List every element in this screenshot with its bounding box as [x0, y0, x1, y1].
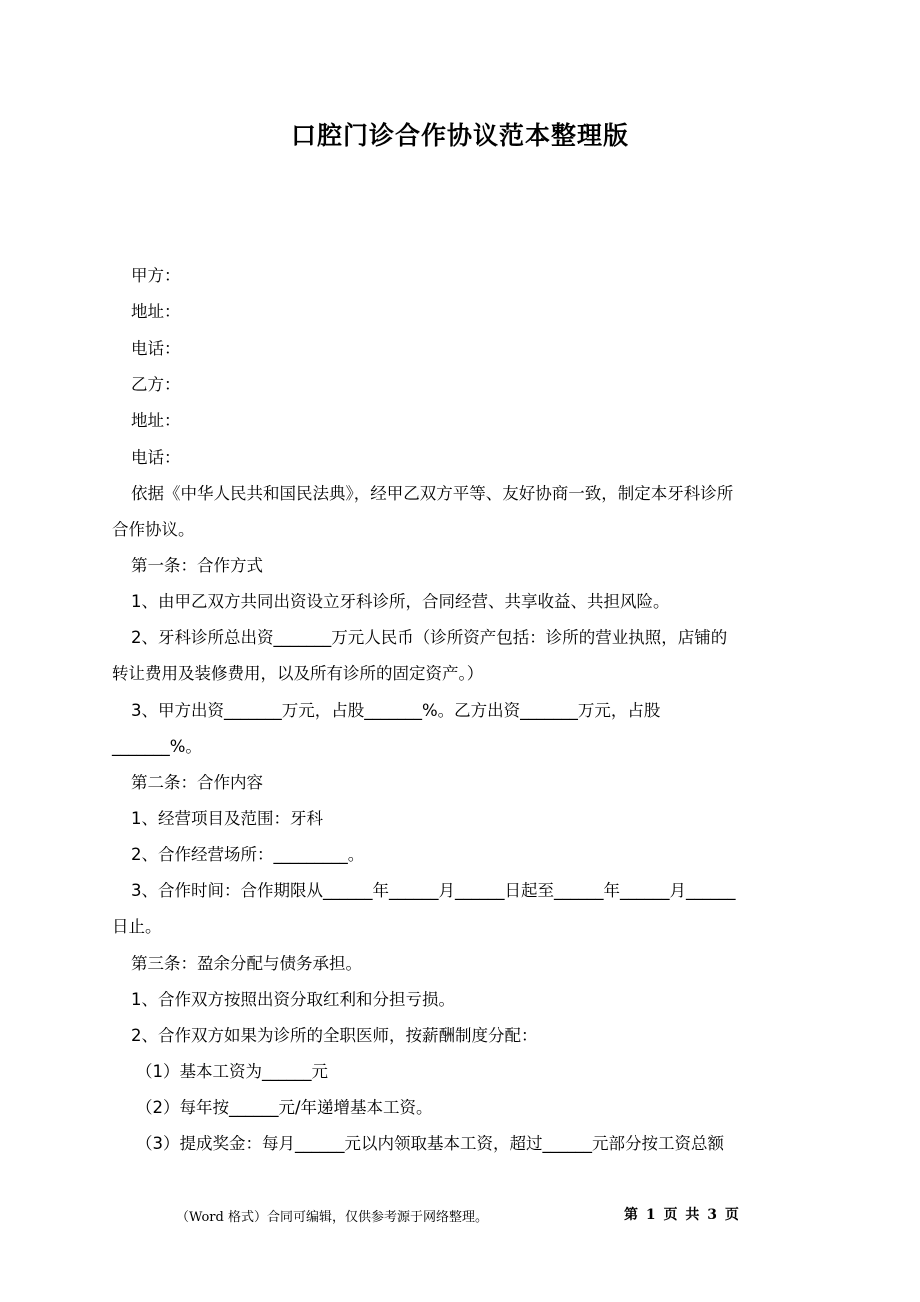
- document-line: （1）基本工资为______元: [136, 1062, 328, 1081]
- document-line: （3）提成奖金：每月______元以内领取基本工资，超过______元部分按工资总额: [136, 1134, 724, 1153]
- document-line: 电话：: [131, 448, 181, 467]
- document-line: 地址：: [131, 411, 181, 430]
- document-line: 转让费用及装修费用，以及所有诊所的固定资产。）: [112, 664, 484, 683]
- document-line: 第一条：合作方式: [131, 556, 263, 575]
- document-line: 合作协议。: [112, 520, 195, 539]
- document-line: 甲方：: [131, 266, 181, 285]
- document-line: 2、牙科诊所总出资_______万元人民币（诊所资产包括：诊所的营业执照，店铺的: [131, 628, 728, 647]
- document-line: 依据《中华人民共和国民法典》，经甲乙双方平等、友好协商一致，制定本牙科诊所: [131, 484, 734, 503]
- page-indicator: 第 1 页 共 3 页: [624, 1207, 739, 1223]
- document-line: 第二条：合作内容: [131, 773, 263, 792]
- document-line: _______%。: [112, 737, 202, 756]
- document-line: 电话：: [131, 339, 181, 358]
- document-line: 2、合作双方如果为诊所的全职医师，按薪酬制度分配：: [131, 1026, 538, 1045]
- document-line: （2）每年按______元/年递增基本工资。: [136, 1098, 433, 1117]
- document-line: 乙方：: [131, 375, 181, 394]
- document-line: 日止。: [112, 917, 162, 936]
- footer-note: （Word 格式）合同可编辑，仅供参考源于网络整理。: [176, 1210, 488, 1225]
- document-title: 口腔门诊合作协议范本整理版: [290, 121, 629, 150]
- document-line: 1、合作双方按照出资分取红利和分担亏损。: [131, 990, 455, 1009]
- document-line: 3、甲方出资_______万元，占股_______%。乙方出资_______万元，占股: [131, 701, 661, 720]
- document-line: 1、经营项目及范围：牙科: [131, 809, 323, 828]
- document-line: 2、合作经营场所：_________。: [131, 845, 365, 864]
- document-line: 第三条：盈余分配与债务承担。: [131, 954, 362, 973]
- document-line: 地址：: [131, 302, 181, 321]
- document-line: 1、由甲乙双方共同出资设立牙科诊所，合同经营、共享收益、共担风险。: [131, 592, 670, 611]
- document-line: 3、合作时间：合作期限从______年______月______日起至______年______月______: [131, 881, 736, 900]
